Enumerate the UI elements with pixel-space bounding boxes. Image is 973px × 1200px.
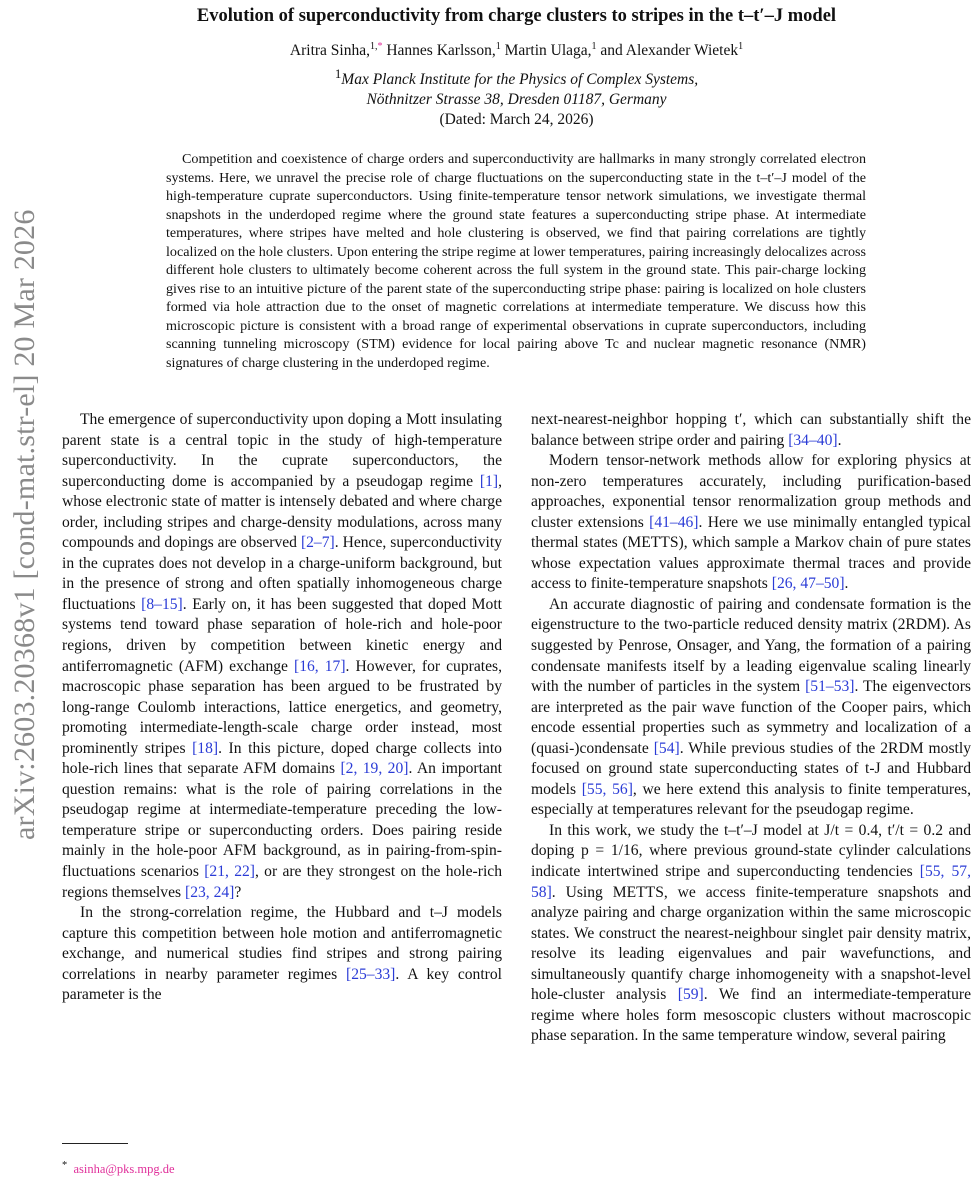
paragraph-text: The emergence of superconductivity upon doping a Mott insulating parent state is a central topic in the study of high-temperature superconductivity. In the cuprate superconductors, the superconducting dome is accompanied by a pseudogap regime bbox=[62, 411, 502, 490]
affiliation-mark: 1 bbox=[738, 41, 744, 52]
paragraph-text: Modern tensor-network methods allow for exploring physics at non-zero temperatures accurately, including purification-based approaches, exponential tensor renormalization group methods and cluster extensions bbox=[531, 452, 971, 531]
paragraph-text: ? bbox=[234, 883, 242, 901]
left-column bbox=[62, 410, 502, 1006]
corresponding-author-link[interactable]: * bbox=[377, 41, 383, 52]
affiliation-mark: 1, bbox=[369, 41, 378, 52]
citation-link[interactable]: [18] bbox=[192, 739, 219, 757]
author-name: Aritra Sinha, bbox=[289, 42, 370, 60]
author-name: Martin Ulaga, bbox=[504, 42, 592, 60]
author-list bbox=[60, 41, 973, 60]
paragraph-text: . However, for cuprates, macroscopic phase separation has been argued to be frustrated by long-range Coulomb interactions, lattice energetics, and geometry, promoting intermediate-length-scale charge order instead, most prominently stripes bbox=[62, 657, 502, 757]
paragraph bbox=[531, 821, 971, 1047]
citation-link[interactable]: [8–15] bbox=[141, 595, 183, 613]
right-column bbox=[531, 410, 971, 1047]
paragraph-text: . In this picture, doped charge collects into hole-rich lines that separate AFM domains bbox=[62, 739, 502, 778]
affiliation-mark: 1 bbox=[495, 41, 501, 52]
paragraph-text: . Here we use minimally entangled typical thermal states (METTS), which sample a Markov chain of pure states whose expectation values approximate thermal traces and provide access to finite-temperature snapshots bbox=[531, 513, 971, 593]
affiliation bbox=[60, 64, 973, 130]
abstract: Competition and coexistence of charge orders and superconductivity are hallmarks in many strongly correlated electron systems. Here, we unravel the precise role of charge fluctuations on the superconducting state in the t–t′–J model of the high-temperature cuprate superconductors. Using finite-temperature tensor network simulations, we investigate thermal snapshots in the underdoped regime where the ground state features a superconducting stripe phase. At intermediate temperatures, where stripes have melted and hole clustering is observed, we find that pairing correlations are tightly localized on the hole clusters. Upon entering the stripe regime at lower temperatures, pairing increasingly delocalizes across different hole clusters to ultimately become coherent across the full system in the ground state. This pair-charge locking gives rise to an intuitive picture of the parent state of the superconducting stripe phase: pairing is localized on hole clusters formed via hole attraction due to the onset of magnetic correlations at intermediate temperature. We discuss how this microscopic picture is consistent with a broad range of experimental observations in cuprate superconductors, including scanning tunneling microscopy (STM) evidence for local pairing above Tc and nuclear magnetic resonance (NMR) signatures of charge clustering in the underdoped regime. bbox=[166, 151, 866, 371]
paragraph-text: , or are they strongest on the hole-rich regions themselves bbox=[62, 863, 502, 901]
citation-link[interactable]: [16, 17] bbox=[294, 657, 346, 675]
citation-link[interactable]: [54] bbox=[653, 739, 680, 757]
citation-link[interactable]: [59] bbox=[677, 986, 704, 1004]
author-name: Hannes Karlsson, bbox=[386, 42, 496, 60]
citation-link[interactable]: [26, 47–50] bbox=[771, 575, 845, 593]
email-link[interactable]: asinha@pks.mpg.de bbox=[73, 1162, 175, 1177]
paragraph-text: . An important question remains: what is the role of pairing correlations in the pseudogap regime at intermediate-temperature preceding the low-temperature stripe or superconducting orders. Does pairing reside mainly in the hole-poor AFM background, as in pairing-from-spin-fluctuations scenarios bbox=[62, 760, 503, 881]
citation-link[interactable]: [34–40] bbox=[788, 431, 838, 449]
paragraph bbox=[531, 451, 971, 595]
paragraph bbox=[531, 595, 971, 821]
paragraph-text: , whose electronic state of matter is intensely debated and where charge order, including stripes and charge-density modulations, across many compounds and dopings are observed bbox=[62, 472, 502, 552]
paragraph-text: next-nearest-neighbor hopping t′, which can substantially shift the balance between stripe order and pairing bbox=[531, 411, 971, 449]
footnote-rule bbox=[62, 1143, 128, 1144]
paragraph bbox=[531, 410, 971, 451]
paragraph-text: In the strong-correlation regime, the Hubbard and t–J models capture this competition between hole motion and antiferromagnetic exchange, and numerical studies find stripes and strong pairing correlations in nearby parameter regimes bbox=[62, 904, 502, 983]
paragraph bbox=[62, 410, 502, 903]
paragraph-text: . A key control parameter is the bbox=[62, 965, 502, 1004]
paragraph-text: . While previous studies of the 2RDM mostly focused on ground state superconducting states of t-J and Hubbard models bbox=[531, 739, 971, 798]
citation-link[interactable]: [55, 57, 58] bbox=[531, 863, 972, 901]
citation-link[interactable]: [21, 22] bbox=[204, 863, 255, 881]
affiliation-line-1: Max Planck Institute for the Physics of Complex Systems, bbox=[341, 71, 699, 89]
date-line: (Dated: March 24, 2026) bbox=[439, 111, 594, 129]
paper-title: Evolution of superconductivity from charge clusters to stripes in the t–t′–J model bbox=[196, 6, 837, 26]
citation-link[interactable]: [51–53] bbox=[805, 678, 855, 696]
citation-link[interactable]: [1] bbox=[479, 472, 499, 490]
affiliation-number: 1 bbox=[334, 66, 342, 81]
paragraph-text: . Early on, it has been suggested that doped Mott systems tend toward phase separation of hole-rich and hole-poor regions, driven by competition between kinetic energy and antiferromagnetic (AFM) exchange bbox=[62, 595, 502, 675]
paragraph-text: . bbox=[844, 575, 849, 593]
citation-link[interactable]: [25–33] bbox=[346, 965, 396, 983]
affiliation-mark: 1 bbox=[591, 41, 597, 52]
citation-link[interactable]: [41–46] bbox=[649, 513, 699, 531]
footnote-mark: * bbox=[62, 1160, 68, 1171]
arxiv-identifier-stamp: arXiv:2603.20368v1 [cond-mat.str-el] 20 Mar 2026 bbox=[8, 209, 41, 840]
paragraph-text: . bbox=[837, 431, 842, 449]
paragraph-text: . Hence, superconductivity in the cuprates does not develop in a charge-uniform background, but in the presence of strong and often spatially inhomogeneous charge fluctuations bbox=[62, 534, 502, 613]
paragraph-text: , we here extend this analysis to finite temperatures, especially at temperatures relevant for the pseudogap regime. bbox=[531, 780, 972, 819]
paragraph-text: . Using METTS, we access finite-temperature snapshots and analyze pairing and charge organization within the same microscopic states. We construct the nearest-neighbour singlet pair density matrix, resolve its leading eigenvalues and pair wavefunctions, and simultaneously quantify charge inhomogeneity with a snapshot-level hole-cluster analysis bbox=[531, 883, 971, 1004]
paragraph-text: An accurate diagnostic of pairing and condensate formation is the eigenstructure to the two-particle reduced density matrix (2RDM). As suggested by Penrose, Onsager, and Yang, the formation of a pairing condensate manifests itself by a leading eigenvalue scaling linearly with the number of particles in the system bbox=[531, 595, 971, 696]
citation-link[interactable]: [55, 56] bbox=[581, 780, 633, 798]
citation-link[interactable]: [2, 19, 20] bbox=[340, 760, 409, 778]
footnote bbox=[62, 1160, 175, 1177]
paragraph bbox=[62, 903, 502, 1006]
paragraph-text: . The eigenvectors are interpreted as the pair wave function of the Cooper pairs, which encode essential properties such as symmetry and localization of a (quasi-)condensate bbox=[531, 678, 971, 757]
affiliation-line-2: Nöthnitzer Strasse 38, Dresden 01187, Germany bbox=[366, 91, 667, 109]
paragraph-text: In this work, we study the t–t′–J model at J/t = 0.4, t′/t = 0.2 and doping p = 1/16, where previous ground-state cylinder calculations indicate intertwined stripe and superconducting tendencies bbox=[531, 821, 971, 881]
citation-link[interactable]: [23, 24] bbox=[185, 883, 235, 901]
paragraph-text: . We find an intermediate-temperature regime where holes form mesoscopic clusters without macroscopic phase separation. In the same temperature window, several pairing bbox=[531, 986, 971, 1045]
citation-link[interactable]: [2–7] bbox=[300, 534, 335, 552]
author-name: and Alexander Wietek bbox=[600, 42, 739, 60]
